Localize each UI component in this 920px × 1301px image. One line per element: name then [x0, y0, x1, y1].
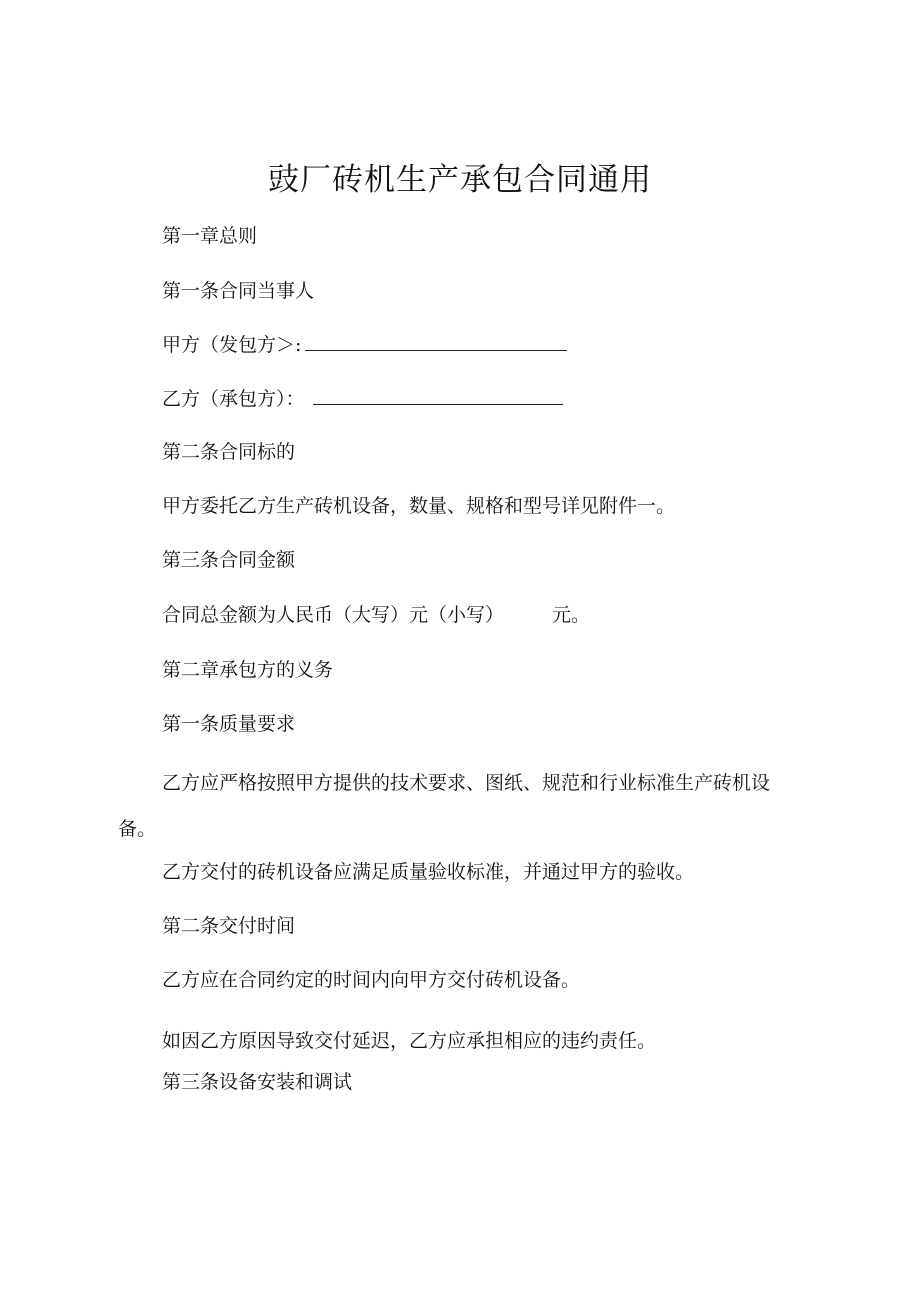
article-heading-installation: 第三条设备安装和调试 — [162, 1071, 353, 1093]
party-a-label: 甲方（发包方＞: — [162, 334, 302, 356]
delivery-paragraph-2: 如因乙方原因导致交付延迟，乙方应承担相应的违约责任。 — [162, 1030, 657, 1052]
party-b-line — [162, 385, 563, 413]
amount-text-part1: 合同总金额为人民币（大写）元（小写） — [162, 604, 505, 626]
party-b-blank-field — [313, 386, 563, 405]
document-title: 豉厂砖机生产承包合同通用 — [268, 162, 652, 198]
party-b-label: 乙方（承包方）： — [162, 388, 305, 410]
amount-line — [162, 601, 590, 629]
article-heading-parties: 第一条合同当事人 — [162, 280, 315, 302]
article-heading-quality: 第一条质量要求 — [162, 713, 296, 735]
chapter-heading-1: 第一章总则 — [162, 225, 258, 247]
party-a-blank-field — [305, 332, 567, 351]
article-heading-amount: 第三条合同金额 — [162, 549, 296, 571]
article-heading-delivery: 第二条交付时间 — [162, 915, 296, 937]
chapter-heading-2: 第二章承包方的义务 — [162, 659, 334, 681]
amount-text-part2: 元。 — [552, 604, 591, 626]
subject-text: 甲方委托乙方生产砖机设备，数量、规格和型号详见附件一。 — [162, 495, 676, 517]
party-a-line — [162, 331, 567, 359]
article-heading-subject: 第二条合同标的 — [162, 441, 296, 463]
quality-paragraph-2: 乙方交付的砖机设备应满足质量验收标准，并通过甲方的验收。 — [162, 861, 695, 883]
delivery-paragraph-1: 乙方应在合同约定的时间内向甲方交付砖机设备。 — [162, 969, 581, 991]
quality-paragraph-1: 乙方应严格按照甲方提供的技术要求、图纸、规范和行业标准生产砖机设备。 — [118, 772, 771, 840]
